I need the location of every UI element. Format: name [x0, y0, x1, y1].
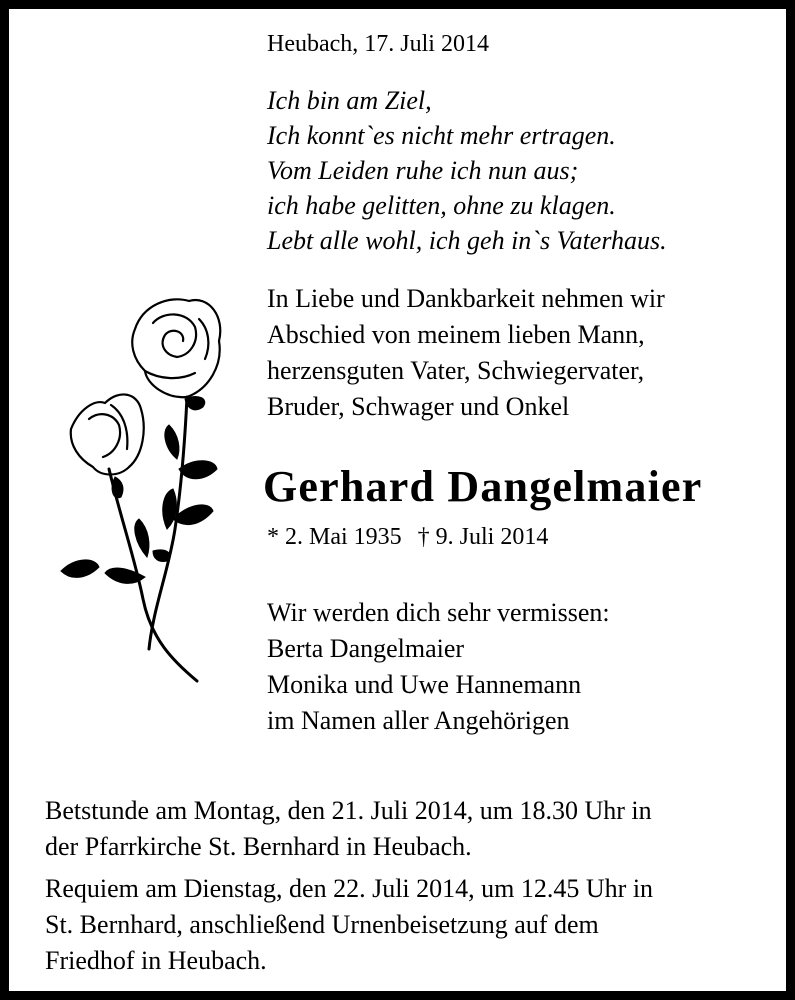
- place-date: Heubach, 17. Juli 2014: [267, 31, 489, 57]
- service-line: Friedhof in Heubach.: [45, 946, 267, 975]
- service-details: [45, 793, 653, 979]
- leaf: [185, 397, 205, 410]
- poem-line: Ich bin am Ziel,: [267, 86, 432, 115]
- poem-line: Ich konnt`es nicht mehr ertragen.: [267, 121, 616, 150]
- farewell-text: [267, 281, 665, 425]
- farewell-line: Bruder, Schwager und Onkel: [267, 392, 570, 421]
- service-line: Requiem am Dienstag, den 22. Juli 2014, um 12.45 Uhr in: [45, 874, 654, 903]
- farewell-line: herzensguten Vater, Schwiegervater,: [267, 356, 645, 385]
- poem-line: Lebt alle wohl, ich geh in`s Vaterhaus.: [267, 226, 667, 255]
- leaf: [165, 425, 179, 459]
- farewell-line: Abschied von meinem lieben Mann,: [267, 320, 645, 349]
- upper-rose-petal: [153, 314, 196, 357]
- roses-icon: [49, 289, 239, 689]
- lower-rose-bloom: [71, 394, 144, 474]
- signature-line: Berta Dangelmaier: [267, 634, 465, 663]
- signatures: [267, 595, 610, 739]
- farewell-line: In Liebe und Dankbarkeit nehmen wir: [267, 284, 665, 313]
- signature-line: Wir werden dich sehr vermissen:: [267, 598, 610, 627]
- requiem-info: [45, 871, 653, 979]
- signature-line: Monika und Uwe Hannemann: [267, 670, 582, 699]
- leaf: [163, 489, 177, 529]
- birth-date: * 2. Mai 1935: [267, 524, 402, 550]
- lower-rose-petal: [89, 405, 127, 457]
- death-date: † 9. Juli 2014: [417, 524, 549, 550]
- prayer-hour-info: [45, 793, 653, 865]
- upper-rose-petal: [145, 319, 208, 378]
- life-dates: [267, 522, 548, 552]
- deceased-name: Gerhard Dangelmaier: [263, 462, 703, 511]
- service-line: der Pfarrkirche St. Bernhard in Heubach.: [45, 832, 472, 861]
- signature-line: im Namen aller Angehörigen: [267, 706, 570, 735]
- poem-line: Vom Leiden ruhe ich nun aus;: [267, 156, 579, 185]
- leaf: [105, 568, 145, 583]
- poem: [267, 83, 667, 258]
- leaf: [179, 461, 217, 479]
- leaf: [153, 550, 170, 562]
- service-line: St. Bernhard, anschließend Urnenbeisetzung auf dem: [45, 910, 599, 939]
- service-line: Betstunde am Montag, den 21. Juli 2014, um 18.30 Uhr in: [45, 796, 652, 825]
- leaf: [61, 560, 99, 577]
- leaf: [135, 519, 149, 557]
- leaf: [112, 477, 123, 498]
- poem-line: ich habe gelitten, ohne zu klagen.: [267, 191, 616, 220]
